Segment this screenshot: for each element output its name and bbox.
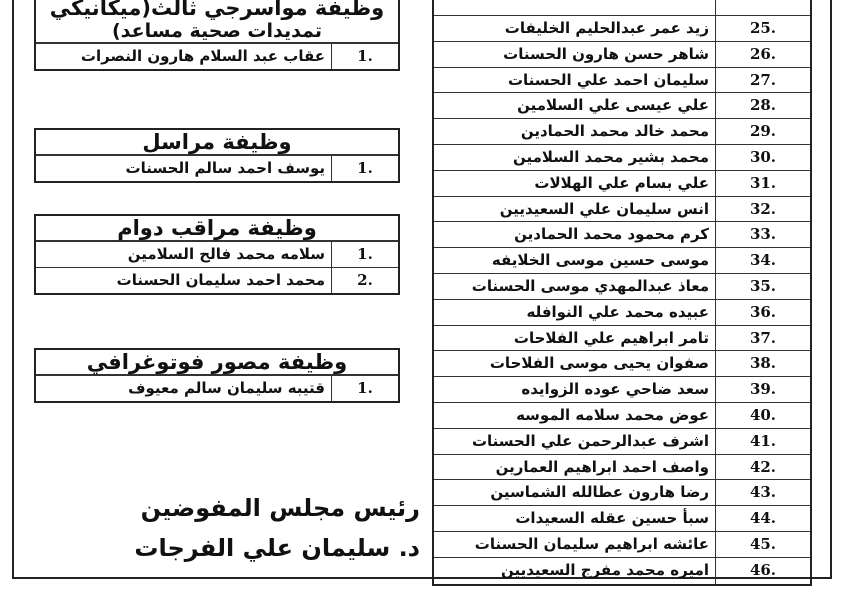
table-row [434, 532, 810, 558]
table-row [434, 93, 810, 119]
table-row [434, 506, 810, 532]
cell-name: شاهر حسن هارون الحسنات [434, 42, 716, 67]
cell-name: كرم محمود محمد الحمادين [434, 222, 716, 247]
cell-number [716, 0, 810, 15]
box-title: وظيفة مواسرجي ثالث(ميكانيكي [49, 0, 385, 20]
cell-name: سبأ حسين عقله السعيدات [434, 506, 716, 531]
cell-number: 32. [749, 199, 777, 218]
cell-name: عبيده محمد علي النوافله [434, 300, 716, 325]
cell-name: محمد احمد سليمان الحسنات [36, 268, 332, 293]
box-title: وظيفة مراقب دوام [36, 216, 398, 241]
table-row [434, 351, 810, 377]
table-row [36, 267, 398, 293]
table-row [434, 68, 810, 94]
table-row [434, 171, 810, 197]
signature-title: رئيس مجلس المفوضين [140, 494, 420, 522]
cell-number: 45. [749, 534, 777, 553]
cell-number: 29. [749, 122, 777, 141]
table-row [434, 197, 810, 223]
cell-name: تامر ابراهيم علي الفلاحات [434, 326, 716, 351]
table-row [434, 403, 810, 429]
table-row [434, 119, 810, 145]
table-row [36, 375, 398, 401]
cell-name: عائشه ابراهيم سليمان الحسنات [434, 532, 716, 557]
cell-name: صفوان يحيى موسى الفلاحات [434, 351, 716, 376]
cell-number: 1. [357, 379, 373, 397]
signature-block [40, 488, 420, 568]
table-row [36, 241, 398, 267]
table-row [434, 326, 810, 352]
cell-number: 36. [749, 302, 777, 321]
cell-name: يوسف احمد سالم الحسنات [36, 156, 332, 181]
table-row [36, 155, 398, 181]
cell-number: 1. [357, 245, 373, 263]
cell-name [434, 0, 716, 15]
table-row [434, 248, 810, 274]
cell-name: علي عيسى علي السلامين [434, 93, 716, 118]
table-row [434, 42, 810, 68]
cell-name: رضا هارون عطالله الشماسين [434, 480, 716, 505]
cell-number: 1. [357, 47, 373, 65]
cell-number: 35. [749, 276, 777, 295]
box-attendance [34, 214, 400, 295]
cell-number: 44. [749, 509, 777, 528]
box-subtitle: تمديدات صحية مساعد) [36, 20, 398, 43]
cell-number: 41. [749, 431, 777, 450]
names-list-table [432, 0, 812, 586]
cell-number: 2. [357, 271, 373, 289]
table-row [434, 145, 810, 171]
table-row [434, 222, 810, 248]
cell-number: 40. [749, 405, 777, 424]
box-title: وظيفة مصور فوتوغرافي [36, 350, 398, 375]
cell-name: عوض محمد سلامه الموسه [434, 403, 716, 428]
cell-name: محمد خالد محمد الحمادين [434, 119, 716, 144]
table-row [434, 16, 810, 42]
cell-name: انس سليمان علي السعيديين [434, 197, 716, 222]
box-courier [34, 128, 400, 183]
cell-number: 27. [749, 70, 777, 89]
table-row [434, 480, 810, 506]
cell-number: 1. [357, 159, 373, 177]
cell-name: زيد عمر عبدالحليم الخليفات [434, 16, 716, 41]
cell-number: 26. [749, 44, 777, 63]
cell-name: سعد ضاحي عوده الزوايده [434, 377, 716, 402]
cell-name: سلامه محمد فالح السلامين [36, 242, 332, 267]
cell-number: 42. [749, 457, 777, 476]
cell-number: 34. [749, 251, 777, 270]
cell-name: موسى حسين موسى الخلايفه [434, 248, 716, 273]
cell-name: واصف احمد ابراهيم العمارين [434, 455, 716, 480]
cell-number: 31. [749, 173, 777, 192]
table-row [434, 429, 810, 455]
cell-name: اميره محمد مفرج السعيديين [434, 558, 716, 584]
cell-name: معاذ عبدالمهدي موسى الحسنات [434, 274, 716, 299]
cell-name: محمد بشير محمد السلامين [434, 145, 716, 170]
cell-number: 43. [749, 483, 777, 502]
cell-number: 30. [749, 147, 777, 166]
table-row [434, 300, 810, 326]
signature-name: د. سليمان علي الفرجات [134, 534, 420, 562]
cell-number: 25. [749, 19, 777, 37]
box-mechanic [34, 0, 400, 71]
cell-number: 28. [749, 96, 777, 115]
cell-number: 33. [749, 225, 777, 244]
table-row [434, 377, 810, 403]
cell-number: 39. [749, 380, 777, 399]
cell-name: قتيبه سليمان سالم معيوف [36, 376, 332, 401]
table-row-partial [434, 0, 810, 16]
cell-name: سليمان احمد علي الحسنات [434, 68, 716, 93]
table-row [434, 455, 810, 481]
cell-name: اشرف عبدالرحمن علي الحسنات [434, 429, 716, 454]
cell-name: علي بسام علي الهلالات [434, 171, 716, 196]
table-row [36, 43, 398, 69]
table-row [434, 558, 810, 584]
box-title: وظيفة مراسل [36, 130, 398, 155]
cell-number: 46. [749, 560, 777, 579]
cell-name: عقاب عبد السلام هارون النصرات [36, 44, 332, 69]
cell-number: 37. [749, 328, 777, 347]
box-photographer [34, 348, 400, 403]
cell-number: 38. [749, 354, 777, 373]
table-row [434, 274, 810, 300]
